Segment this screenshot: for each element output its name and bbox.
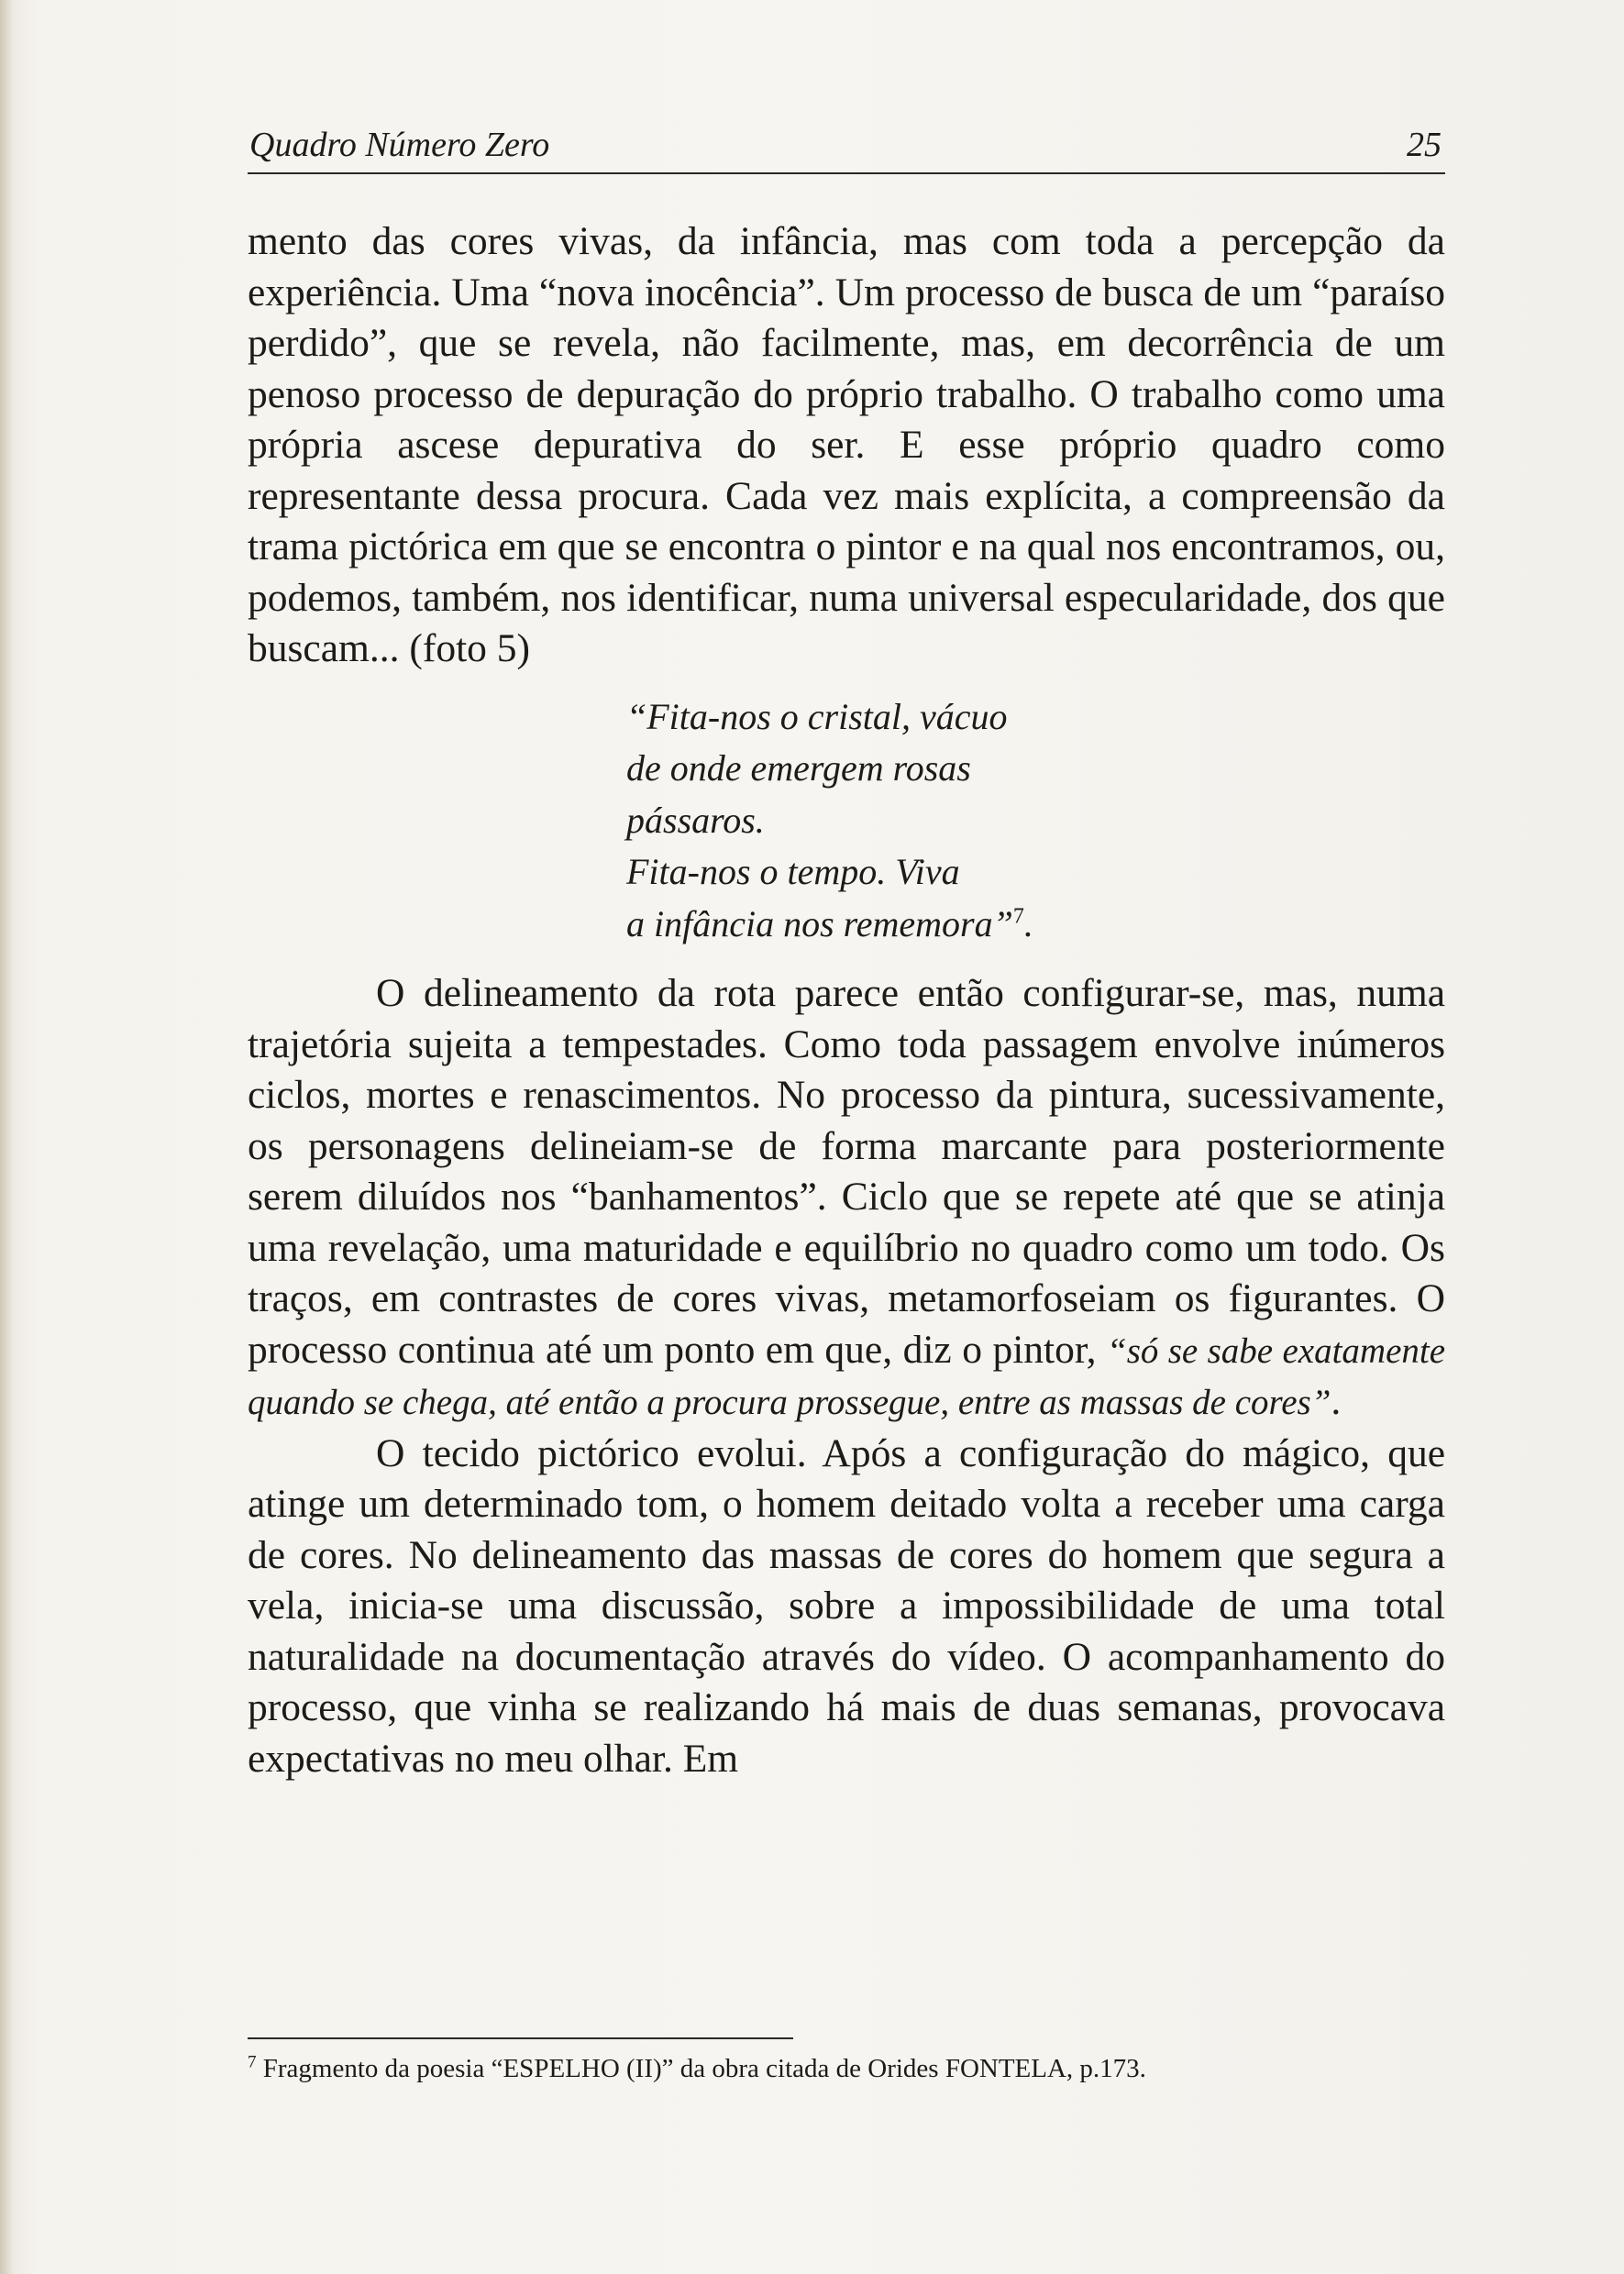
- paragraph-3: O tecido pictórico evolui. Após a configuração do mágico, que atinge um determinado tom, o homem deitado volta a receber uma carga de cores. No delineamento das massas de cores do homem que segura a vela, inicia-se uma discussão, sobre a impossibilidade de uma total naturalidade na documentação através do vídeo. O acompanhamento do processo, que vinha se realizando há mais de duas semanas, provocava expectativas no meu olhar. Em: [248, 1430, 1445, 1781]
- page-number: 25: [1407, 126, 1442, 164]
- poem-line-2: de onde emergem rosas: [626, 747, 971, 789]
- footnote-number: 7: [248, 2052, 257, 2072]
- header-title: Quadro Número Zero: [249, 126, 550, 164]
- footnote-divider: [248, 2037, 793, 2039]
- poem-line-4: Fita-nos o tempo. Viva: [626, 851, 960, 892]
- paragraph-2-text: O delineamento da rota parece então configurar-se, mas, numa trajetória sujeita a tempestades. Como toda passagem envolve inúmeros ciclos, mortes e renascimentos. No processo da pintura, sucessivamente, os personagens delineiam-se de forma marcante para posteriormente serem diluídos nos “banhamentos”. Ciclo que se repete até que se atinja uma revelação, uma maturidade e equilíbrio no quadro como um todo. Os traços, em contrastes de cores vivas, metamorfoseiam os figurantes. O processo continua até um ponto em que, diz o pintor,: [248, 971, 1445, 1372]
- page-edge-shadow: [0, 0, 13, 2274]
- running-header: [248, 117, 1445, 174]
- poem-line-5-text: a infância nos rememora”: [626, 902, 1013, 944]
- footnote-reference: 7: [1012, 904, 1024, 929]
- footnote-text: Fragmento da poesia “ESPELHO (II)” da obra citada de Orides FONTELA, p.173.: [256, 2054, 1146, 2083]
- poem-line-3: pássaros.: [626, 799, 765, 841]
- main-text: [248, 216, 1445, 1784]
- footnote: [248, 2050, 1445, 2087]
- poem-line-5: [626, 899, 1445, 951]
- paragraph-2-end: .: [1331, 1379, 1342, 1423]
- paragraph-2: [248, 968, 1445, 1429]
- poem-quote: [626, 691, 1445, 951]
- paragraph-1: mento das cores vivas, da infância, mas com toda a percepção da experiência. Uma “nova inocência”. Um processo de busca de um “paraíso perdido”, que se revela, não facilmente, mas, em decorrência de um penoso processo de depuração do próprio trabalho. O trabalho como uma própria ascese depurativa do ser. E esse próprio quadro como representante dessa procura. Cada vez mais explícita, a compreensão da trama pictórica em que se encontra o pintor e na qual nos encontramos, ou, podemos, também, nos identificar, numa universal especularidade, dos que buscam... (foto 5): [248, 219, 1445, 670]
- poem-end-punct: .: [1023, 902, 1033, 944]
- poem-line-1: “Fita-nos o cristal, vácuo: [626, 695, 1008, 737]
- painter-quote: “só se sabe exatamente quando se chega, até então a procura prossegue, entre as massas de cores”: [248, 1330, 1446, 1422]
